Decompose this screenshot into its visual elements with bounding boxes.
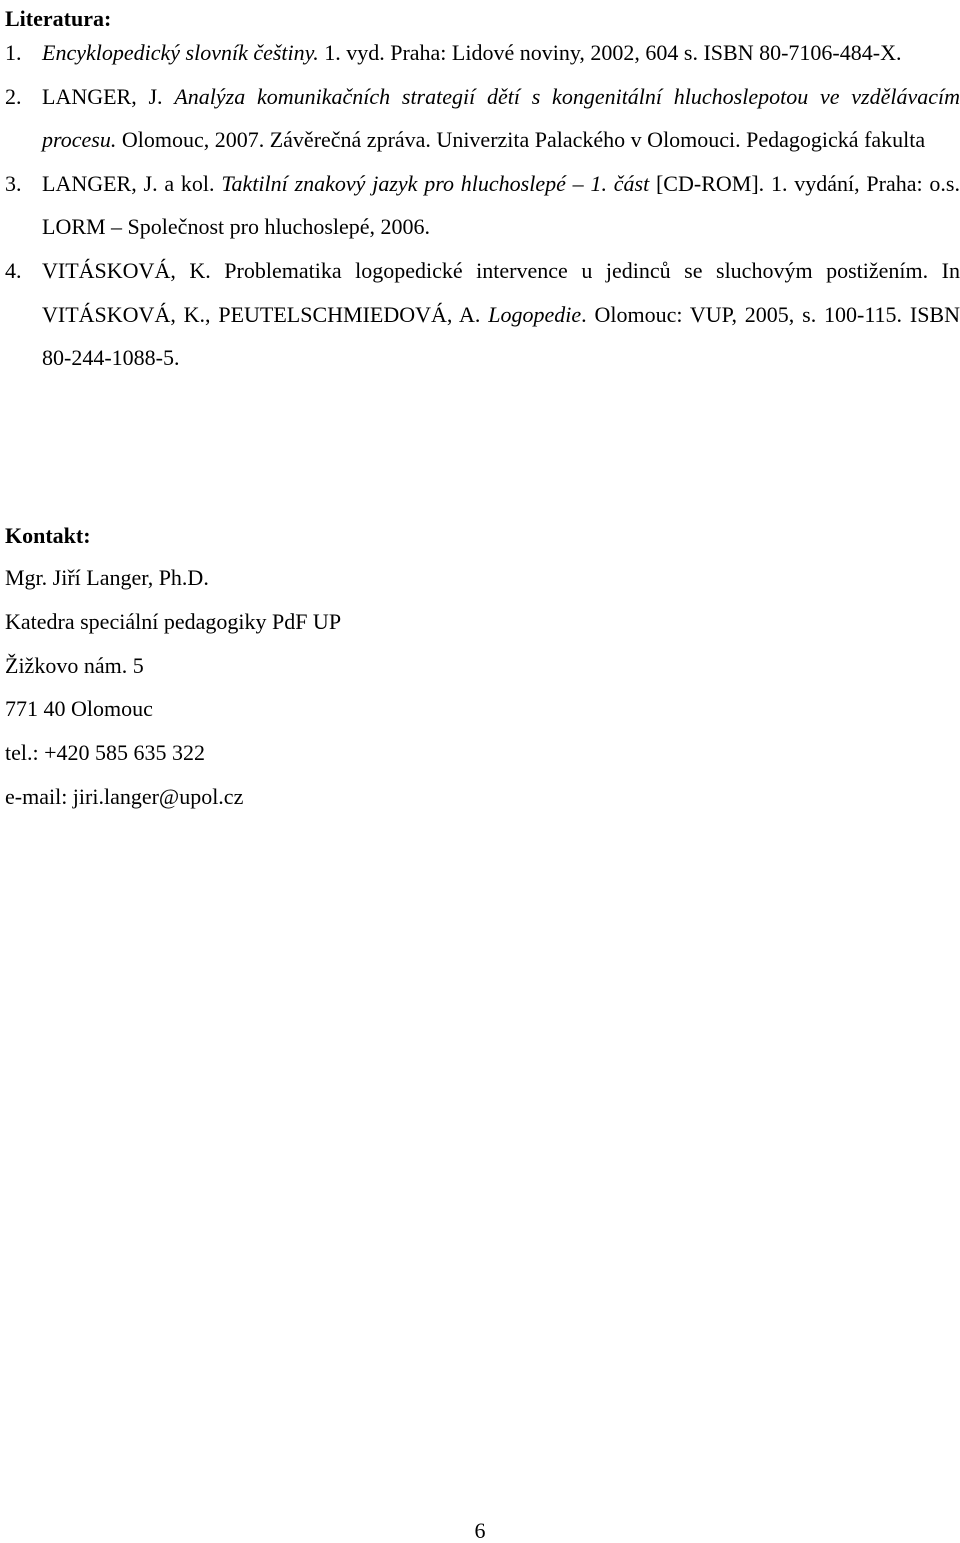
page-number: 6 [474, 1518, 486, 1543]
reference-author: LANGER, J. a kol. [42, 170, 222, 196]
reference-details: 1. vyd. Praha: Lidové noviny, 2002, 604 s. ISBN 80-7106-484-X. [318, 40, 902, 65]
contact-heading: Kontakt: [5, 523, 91, 548]
reference-item-3 [5, 162, 960, 249]
reference-list [5, 31, 960, 380]
literature-heading: Literatura: [5, 6, 112, 31]
reference-number: 3. [5, 170, 22, 196]
reference-number: 1. [5, 40, 22, 65]
reference-title: Logopedie [488, 301, 582, 327]
reference-number: 2. [5, 83, 22, 109]
reference-author: LANGER, J. [42, 83, 175, 109]
reference-number: 4. [5, 257, 22, 283]
contact-email: e-mail: jiri.langer@upol.cz [5, 783, 244, 809]
contact-city: 771 40 Olomouc [5, 696, 153, 722]
reference-item-2 [5, 75, 960, 162]
reference-item-4 [5, 249, 960, 380]
reference-details: Olomouc, 2007. Závěrečná zpráva. Univerzita Palackého v Olomouci. Pedagogická fakulta [116, 127, 926, 153]
contact-block [5, 556, 341, 819]
reference-title: Encyklopedický slovník češtiny. [42, 40, 319, 65]
contact-name: Mgr. Jiří Langer, Ph.D. [5, 565, 209, 590]
contact-street: Žižkovo nám. 5 [5, 652, 144, 678]
reference-item-1 [5, 31, 960, 75]
reference-author: VITÁSKOVÁ, K. Problematika logopedické intervence u jedinců se sluchovým postižením. In VITÁSKOVÁ, K., PEUTELSCHMIEDOVÁ, A. [42, 257, 960, 327]
contact-phone: tel.: +420 585 635 322 [5, 740, 206, 766]
reference-title: Analýza komunikačních strategií dětí s kongenitální hluchoslepotou ve vzdělávacím procesu. [42, 83, 960, 153]
reference-details: [CD-ROM]. 1. vydání, Praha: o.s. LORM – Společnost pro hluchoslepé, 2006. [42, 170, 960, 240]
reference-details: . Olomouc: VUP, 2005, s. 100-115. ISBN 80-244-1088-5. [42, 301, 960, 371]
reference-title: Taktilní znakový jazyk pro hluchoslepé – 1. část [221, 170, 650, 196]
contact-department: Katedra speciální pedagogiky PdF UP [5, 608, 342, 634]
